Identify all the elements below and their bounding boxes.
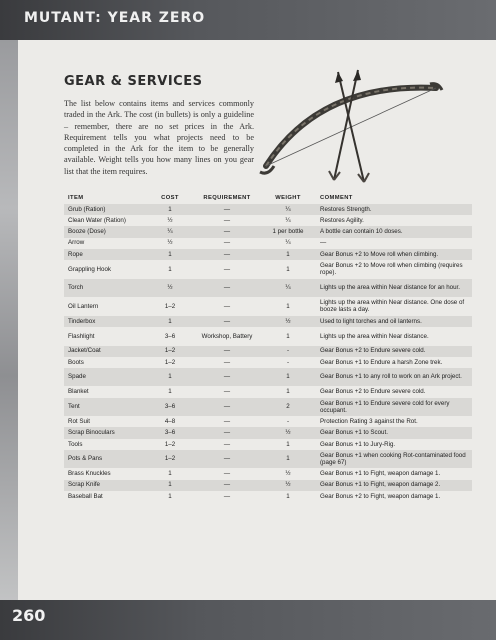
cell-cost: 1	[168, 317, 172, 325]
cell-requirement: —	[223, 455, 231, 463]
cell-weight: 1	[286, 455, 290, 463]
column-header-weight: WEIGHT	[275, 195, 301, 201]
table-row	[64, 316, 472, 327]
cell-cost: 1–2	[164, 440, 176, 448]
cell-weight: ½	[285, 470, 291, 478]
cell-requirement: —	[223, 317, 231, 325]
cell-item: Scrap Binoculars	[68, 429, 115, 437]
cell-weight: ¼	[285, 217, 291, 225]
cell-item: Booze (Dose)	[68, 228, 106, 236]
cell-cost: 1	[168, 265, 172, 273]
cell-cost: 3–6	[164, 332, 176, 340]
cell-item: Spade	[68, 373, 86, 381]
cell-weight: ½	[285, 429, 291, 437]
page-number: 260	[12, 606, 46, 625]
cell-item: Rope	[68, 250, 83, 258]
cell-item: Grappling Hook	[68, 265, 111, 273]
cell-requirement: Workshop, Battery	[201, 332, 253, 340]
cell-cost: 1	[168, 470, 172, 478]
table-row	[64, 427, 472, 438]
cell-cost: 1–2	[164, 347, 176, 355]
cell-weight: 1	[286, 250, 290, 258]
cell-comment: Gear Bonus +2 to Move roll when climbing (requires rope).	[320, 261, 463, 277]
cell-weight: -	[286, 358, 290, 366]
cell-requirement: —	[223, 358, 231, 366]
table-header-row	[64, 192, 472, 204]
table-row	[64, 480, 472, 491]
decorative-side-strip	[0, 40, 18, 600]
cell-item: Tinderbox	[68, 317, 96, 325]
cell-item: Flashlight	[68, 332, 95, 340]
cell-requirement: —	[223, 418, 231, 426]
cell-weight: 1	[286, 373, 290, 381]
cell-weight: ¼	[285, 239, 291, 247]
cell-cost: 1–2	[164, 302, 176, 310]
cell-comment: Lights up the area within Near distance for an hour.	[320, 284, 460, 292]
cell-requirement: —	[223, 284, 231, 292]
cell-item: Tent	[68, 403, 80, 411]
book-title: MUTANT: YEAR ZERO	[24, 10, 206, 26]
table-row	[64, 279, 472, 298]
table-row	[64, 357, 472, 368]
cell-weight: ¼	[285, 284, 291, 292]
cell-item: Baseball Bat	[68, 492, 103, 500]
cell-requirement: —	[223, 239, 231, 247]
footer-band	[0, 600, 496, 640]
cell-cost: 1	[168, 250, 172, 258]
cell-comment: Lights up the area within Near distance.	[320, 332, 429, 340]
cell-weight: 2	[286, 403, 290, 411]
table-row	[64, 260, 472, 279]
cell-requirement: —	[223, 440, 231, 448]
cell-comment: Gear Bonus +2 to Endure severe cold.	[320, 347, 426, 355]
cell-comment: Gear Bonus +2 to Fight, weapon damage 1.	[320, 492, 441, 500]
intro-paragraph: The list below contains items and services commonly traded in the Ark. The cost (in bullets) is only a guideline – remember, there are no set prices in the Ark. Requirement tells you what projects need to be completed in the Ark for the item to be generally available. Weight tells you how many lines on you gear list that the item requires.	[64, 99, 254, 176]
cell-item: Boots	[68, 358, 84, 366]
cell-cost: 1	[168, 205, 172, 213]
cell-weight: 1	[286, 302, 290, 310]
cell-comment: —	[320, 239, 327, 247]
table-row	[64, 249, 472, 260]
table-row	[64, 215, 472, 226]
cell-cost: ½	[167, 284, 173, 292]
cell-cost: ¼	[167, 228, 173, 236]
cell-item: Pots & Pans	[68, 455, 103, 463]
cell-item: Jacket/Coat	[68, 347, 101, 355]
cell-item: Grub (Ration)	[68, 205, 106, 213]
cell-comment: Gear Bonus +1 to Jury-Rig.	[320, 440, 396, 448]
cell-cost: ½	[167, 239, 173, 247]
table-row	[64, 327, 472, 346]
cell-item: Scrap Knife	[68, 481, 100, 489]
cell-comment: Gear Bonus +1 to Fight, weapon damage 1.	[320, 470, 441, 478]
section-title: GEAR & SERVICES	[64, 74, 203, 89]
cell-weight: 1	[286, 265, 290, 273]
cell-weight: -	[286, 418, 290, 426]
cell-comment: Gear Bonus +1 to Endure severe cold for every occupant.	[320, 399, 450, 414]
table-row	[64, 468, 472, 479]
cell-requirement: —	[223, 388, 231, 396]
cell-comment: Gear Bonus +1 to any roll to work on an Ark project.	[320, 373, 462, 381]
cell-cost: 4–8	[164, 418, 176, 426]
cell-comment: Restores Agility.	[320, 217, 364, 225]
cell-comment: Restores Strength.	[320, 205, 372, 213]
cell-weight: 1	[286, 440, 290, 448]
table-row	[64, 297, 472, 316]
cell-item: Torch	[68, 284, 84, 292]
cell-comment: Gear Bonus +1 to Endure a harsh Zone trek.	[320, 358, 443, 366]
cell-weight: 1	[286, 492, 290, 500]
cell-requirement: —	[223, 492, 231, 500]
cell-requirement: —	[223, 265, 231, 273]
cell-weight: -	[286, 347, 290, 355]
column-header-comment: COMMENT	[320, 195, 353, 201]
cell-item: Clean Water (Ration)	[68, 217, 126, 225]
table-row	[64, 398, 472, 417]
cell-weight: ½	[285, 481, 291, 489]
cell-requirement: —	[223, 481, 231, 489]
gear-table	[64, 192, 472, 502]
cell-requirement: —	[223, 217, 231, 225]
cell-requirement: —	[223, 347, 231, 355]
cell-requirement: —	[223, 373, 231, 381]
table-row	[64, 439, 472, 450]
column-header-item: ITEM	[68, 195, 84, 201]
cell-weight: ¼	[285, 205, 291, 213]
cell-item: Rot Suit	[68, 418, 91, 426]
cell-requirement: —	[223, 470, 231, 478]
cell-weight: 1 per bottle	[272, 228, 304, 236]
cell-comment: Used to light torches and oil lanterns.	[320, 317, 422, 325]
cell-cost: 1	[168, 373, 172, 381]
cell-cost: ½	[167, 217, 173, 225]
cell-weight: 1	[286, 388, 290, 396]
cell-requirement: —	[223, 302, 231, 310]
bow-and-arrows-icon	[250, 62, 450, 202]
cell-weight: ½	[285, 317, 291, 325]
cell-cost: 1–2	[164, 455, 176, 463]
table-row	[64, 204, 472, 215]
cell-comment: A bottle can contain 10 doses.	[320, 228, 403, 236]
table-row	[64, 368, 472, 387]
cell-comment: Gear Bonus +2 to Move roll when climbing.	[320, 250, 439, 258]
table-row	[64, 238, 472, 249]
table-row	[64, 491, 472, 502]
cell-cost: 1–2	[164, 358, 176, 366]
cell-cost: 3–6	[164, 429, 176, 437]
cell-cost: 3–6	[164, 403, 176, 411]
cell-item: Tools	[68, 440, 83, 448]
column-header-requirement: REQUIREMENT	[203, 195, 251, 201]
cell-comment: Lights up the area within Near distance. One dose of booze lasts a day.	[320, 299, 465, 314]
cell-comment: Gear Bonus +1 when cooking Rot-contaminated food (page 67)	[320, 451, 466, 467]
table-row	[64, 346, 472, 357]
cell-requirement: —	[223, 403, 231, 411]
cell-item: Brass Knuckles	[68, 470, 111, 478]
cell-item: Blanket	[68, 388, 89, 396]
cell-requirement: —	[223, 250, 231, 258]
table-row	[64, 386, 472, 397]
cell-weight: 1	[286, 332, 290, 340]
cell-comment: Protection Rating 3 against the Rot.	[320, 418, 418, 426]
table-row	[64, 416, 472, 427]
table-row	[64, 226, 472, 237]
table-row	[64, 450, 472, 469]
cell-comment: Gear Bonus +1 to Scout.	[320, 429, 388, 437]
cell-cost: 1	[168, 492, 172, 500]
cell-requirement: —	[223, 228, 231, 236]
cell-item: Arrow	[68, 239, 85, 247]
cell-comment: Gear Bonus +1 to Fight, weapon damage 2.	[320, 481, 441, 489]
cell-cost: 1	[168, 481, 172, 489]
cell-requirement: —	[223, 429, 231, 437]
cell-requirement: —	[223, 205, 231, 213]
cell-cost: 1	[168, 388, 172, 396]
cell-comment: Gear Bonus +2 to Endure severe cold.	[320, 388, 426, 396]
cell-item: Oil Lantern	[68, 302, 99, 310]
column-header-cost: COST	[161, 195, 179, 201]
